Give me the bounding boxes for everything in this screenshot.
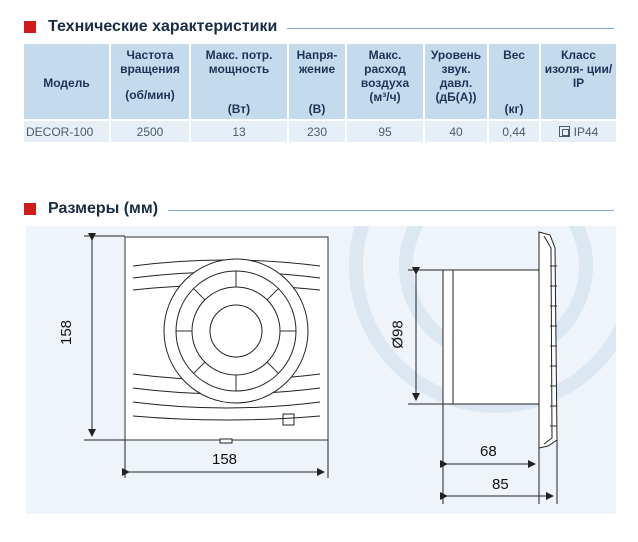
column-header: Макс. потр. мощность (Вт) bbox=[190, 44, 288, 120]
cell-weight: 0,44 bbox=[488, 120, 540, 142]
front-view bbox=[125, 237, 328, 443]
column-header: Вес (кг) bbox=[488, 44, 540, 120]
dimension-drawing bbox=[26, 226, 616, 514]
divider-line bbox=[168, 210, 614, 211]
table-header-row bbox=[24, 44, 616, 120]
column-header: Модель bbox=[24, 44, 110, 120]
section-marker bbox=[24, 203, 36, 215]
width-dimension-label: 158 bbox=[212, 451, 238, 468]
specs-section-header bbox=[24, 18, 614, 36]
total-depth-dimension-label: 85 bbox=[492, 476, 509, 493]
divider-line bbox=[287, 28, 614, 29]
cell-speed: 2500 bbox=[110, 120, 190, 142]
cell-noise: 40 bbox=[424, 120, 488, 142]
diameter-dimension-label: Ø98 bbox=[389, 320, 407, 349]
column-header: Класс изоля- ции/ IP bbox=[540, 44, 616, 120]
cell-airflow: 95 bbox=[346, 120, 424, 142]
body-depth-dimension-label: 68 bbox=[480, 443, 497, 460]
column-header: Уровень звук. давл. (дБ(А)) bbox=[424, 44, 488, 120]
column-header: Напря- жение (В) bbox=[288, 44, 346, 120]
side-view bbox=[443, 232, 557, 448]
column-header: Макс. расход воздуха (м³/ч) bbox=[346, 44, 424, 120]
section-marker bbox=[24, 21, 36, 33]
specs-heading: Технические характеристики bbox=[48, 18, 278, 35]
column-header: Частота вращения (об/мин) bbox=[110, 44, 190, 120]
dimensions-section-header bbox=[24, 200, 614, 218]
fan-drawing-svg bbox=[26, 226, 616, 514]
specs-table bbox=[24, 44, 616, 142]
cell-power: 13 bbox=[190, 120, 288, 142]
table-row bbox=[24, 120, 616, 142]
cell-model: DECOR-100 bbox=[24, 120, 110, 142]
cell-ip: IP44 bbox=[540, 120, 616, 142]
height-dimension-label: 158 bbox=[58, 319, 76, 346]
cell-voltage: 230 bbox=[288, 120, 346, 142]
dimensions-heading: Размеры (мм) bbox=[48, 200, 159, 217]
double-insulation-icon bbox=[559, 126, 570, 137]
